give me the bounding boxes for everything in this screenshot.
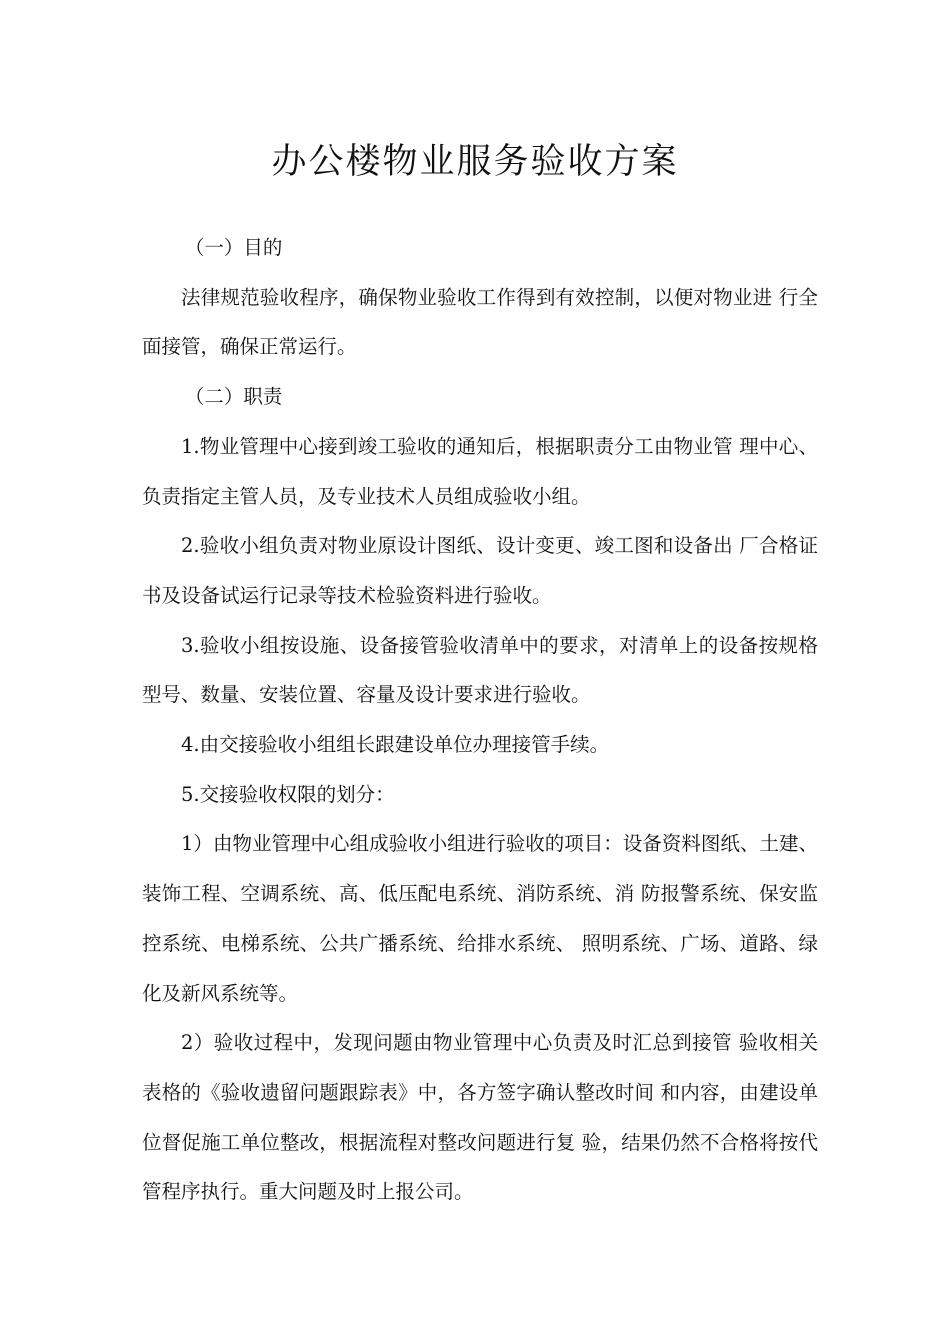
paragraph-duty-2: 2.验收小组负责对物业原设计图纸、设计变更、竣工图和设备出 厂合格证书及设备试运行记录等技术检验资料进行验收。 <box>142 534 818 607</box>
document-title: 办公楼物业服务验收方案 <box>271 142 679 182</box>
section-heading-duties: （二）职责 <box>184 385 283 409</box>
paragraph-duty-5: 5.交接验收权限的划分： <box>181 782 395 806</box>
paragraph-duty-4: 4.由交接验收小组组长跟建设单位办理接管手续。 <box>181 733 610 757</box>
paragraph-duty-1: 1.物业管理中心接到竣工验收的通知后，根据职责分工由物业管 理中心、负责指定主管人员，及专业技术人员组成验收小组。 <box>142 434 818 508</box>
paragraph-purpose: 法律规范验收程序，确保物业验收工作得到有效控制，以便对物业进 行全面接管，确保正常运行。 <box>142 285 818 359</box>
document-body <box>142 223 818 1217</box>
section-heading-purpose: （一）目的 <box>184 236 283 259</box>
paragraph-sub-1: 1）由物业管理中心组成验收小组进行验收的项目：设备资料图纸、土建、装饰工程、空调系统、高、低压配电系统、消防系统、消 防报警系统、保安监控系统、电梯系统、公共广播系统、给排水系统、 照明系统、广场、道路、绿化及新风系统等。 <box>142 832 818 1005</box>
paragraph-sub-2: 2）验收过程中，发现问题由物业管理中心负责及时汇总到接管 验收相关表格的《验收遗留问题跟踪表》中，各方签字确认整改时间 和内容，由建设单位督促施工单位整改，根据流程对整改问题进行复 验，结果仍然不合格将按代管程序执行。重大问题及时上报公司。 <box>142 1031 818 1204</box>
paragraph-duty-3: 3.验收小组按设施、设备接管验收清单中的要求，对清单上的设备按规格型号、数量、安装位置、容量及设计要求进行验收。 <box>142 633 818 707</box>
